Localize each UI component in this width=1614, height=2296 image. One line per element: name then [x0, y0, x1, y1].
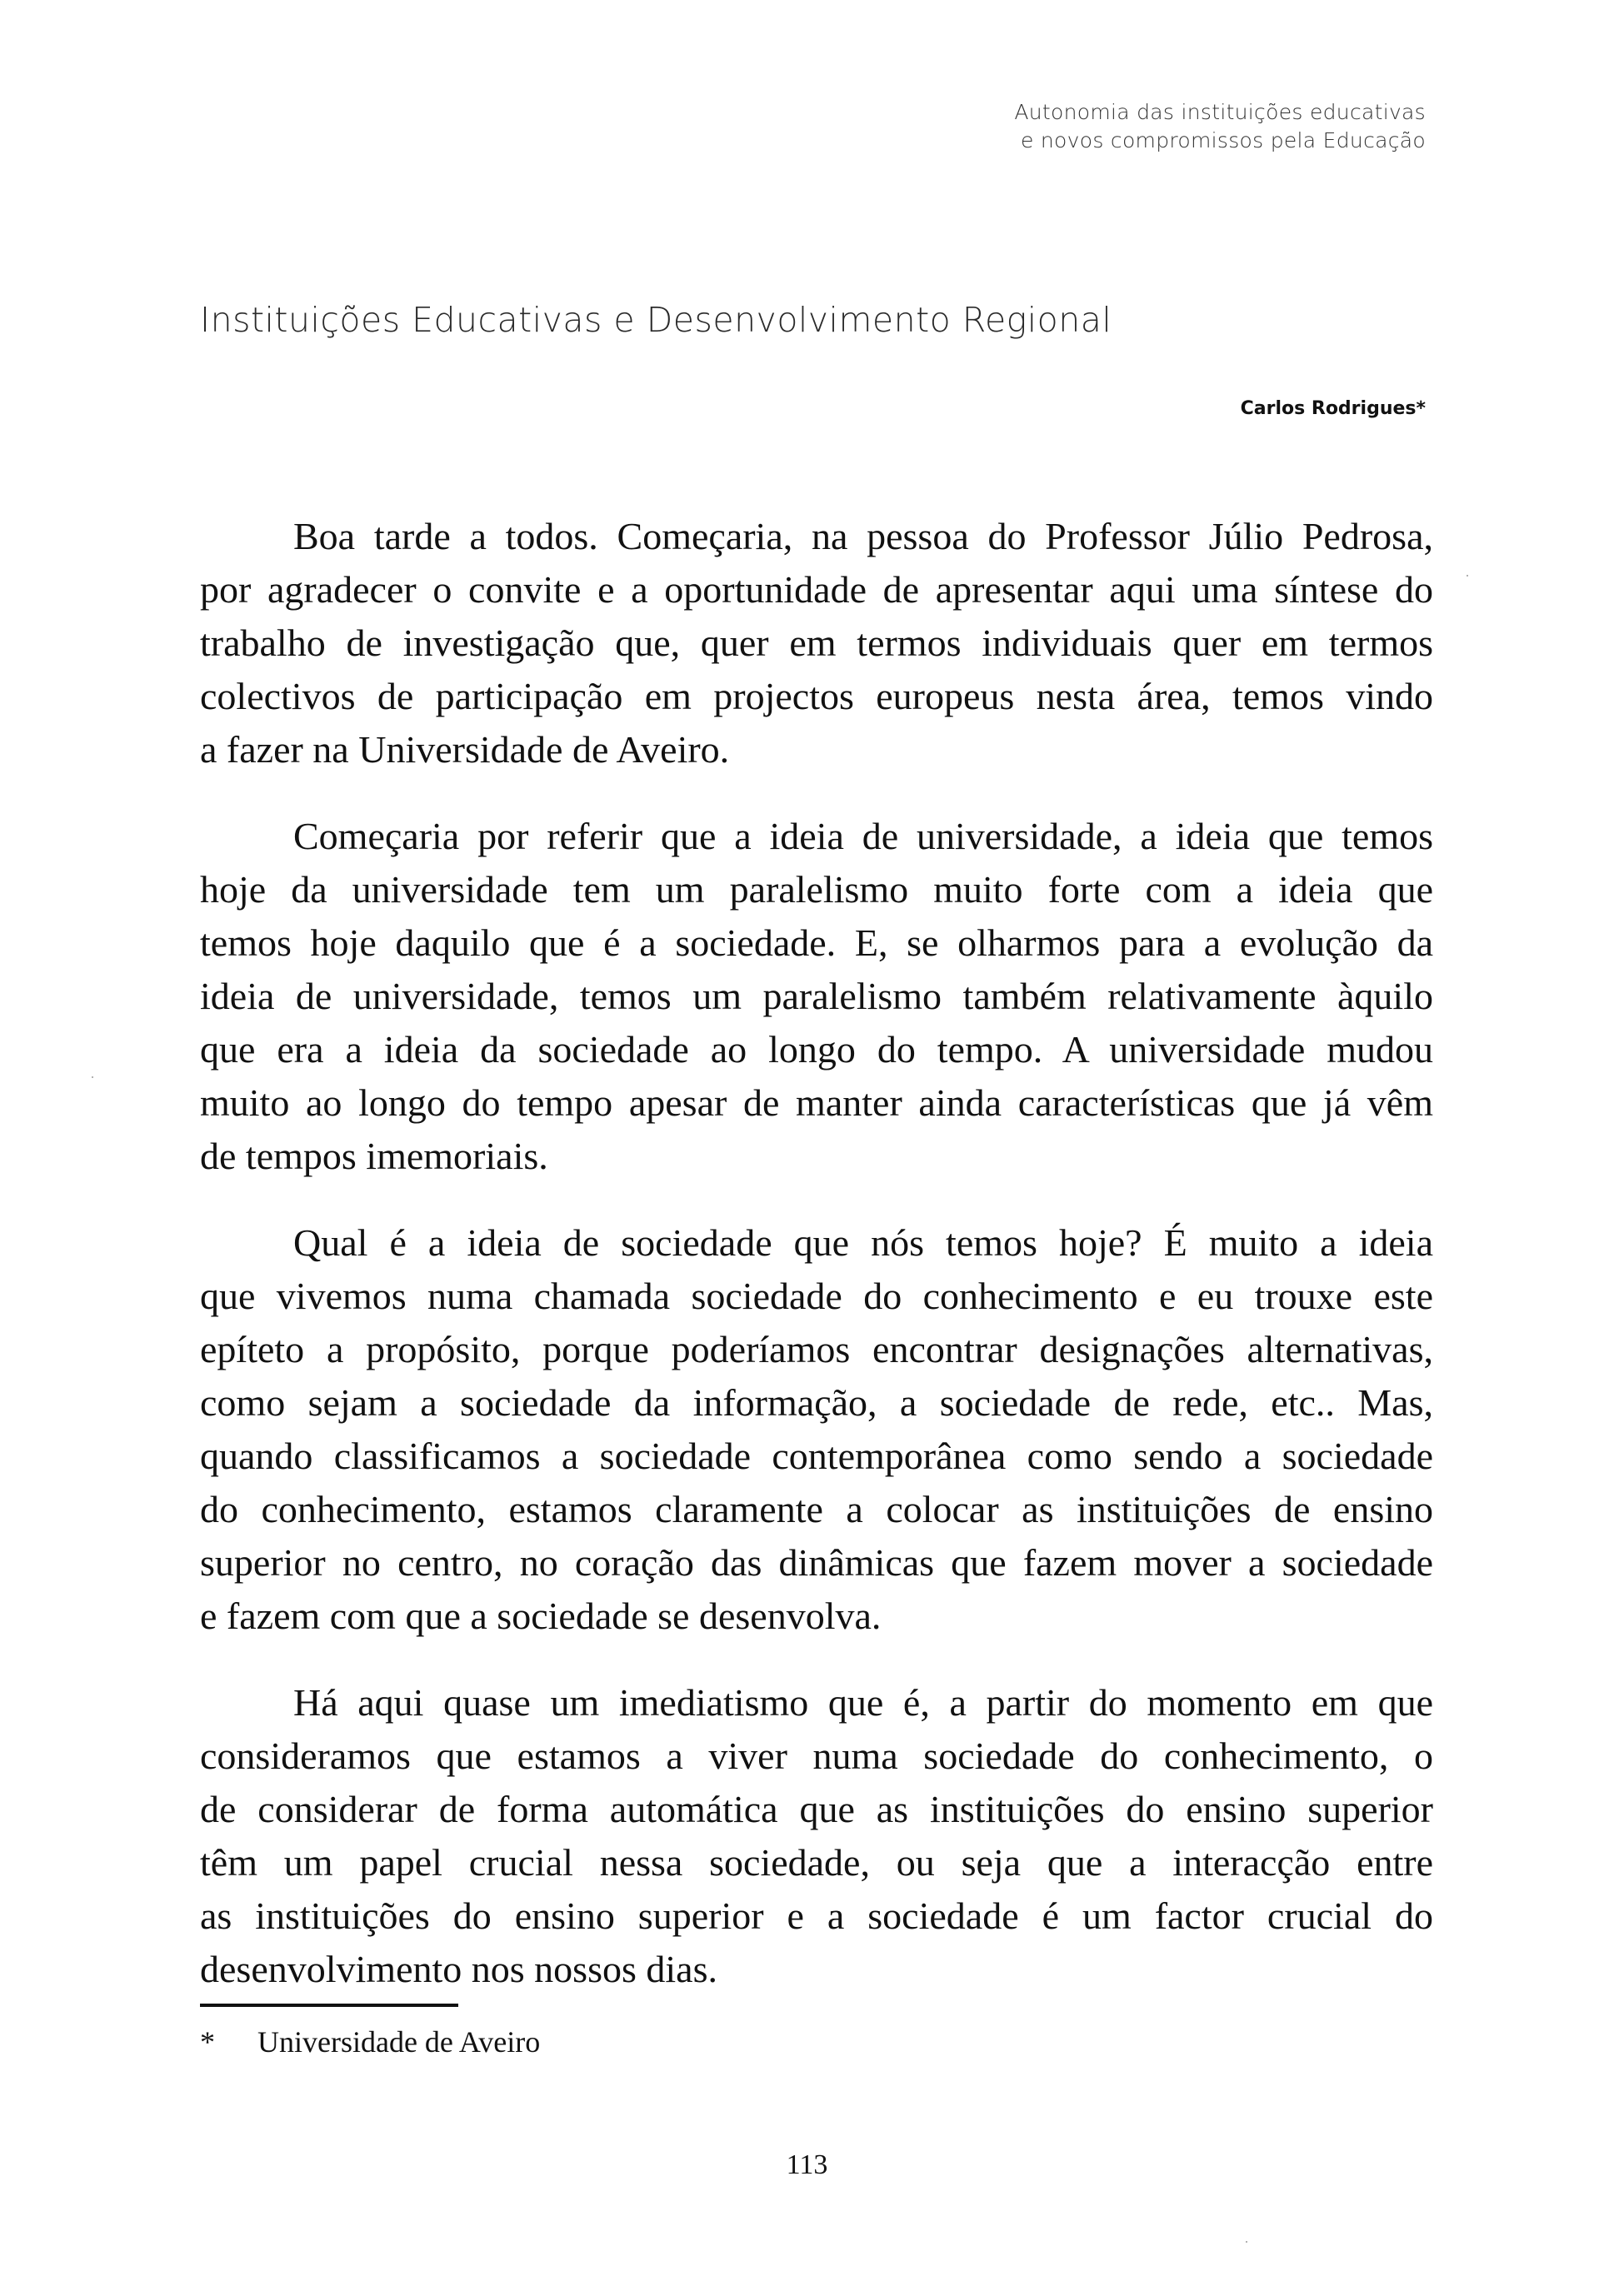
- paragraph-line: colectivos de participação em projectos europeus nesta área, temos vindo: [200, 675, 1433, 717]
- footnote: [200, 2024, 540, 2059]
- paragraph-line: as instituições do ensino superior e a sociedade é um factor crucial do: [200, 1894, 1433, 1937]
- running-header-line-1: Autonomia das instituições educativas: [1014, 100, 1426, 124]
- paragraph-line: por agradecer o convite e a oportunidade de apresentar aqui uma síntese do: [200, 568, 1433, 611]
- paragraph-1: [200, 510, 1433, 776]
- running-header-line-2: e novos compromissos pela Educação: [1020, 128, 1426, 152]
- paragraph-line: de considerar de forma automática que as instituições do ensino superior: [200, 1788, 1433, 1830]
- footnote-marker: *: [200, 2025, 215, 2059]
- paragraph-line: ideia de universidade, temos um paralelismo também relativamente àquilo: [200, 975, 1433, 1017]
- paragraph-line: consideramos que estamos a viver numa sociedade do conhecimento, o: [200, 1734, 1433, 1777]
- paragraph-line: como sejam a sociedade da informação, a sociedade de rede, etc.. Mas,: [200, 1381, 1433, 1424]
- scan-speck: [1467, 575, 1468, 576]
- paragraph-line: têm um papel crucial nessa sociedade, ou seja que a interacção entre: [200, 1841, 1433, 1884]
- paragraph-line: Boa tarde a todos. Começaria, na pessoa do Professor Júlio Pedrosa,: [293, 515, 1433, 557]
- paragraph-2: [200, 810, 1433, 1183]
- paragraph-line: que era a ideia da sociedade ao longo do tempo. A universidade mudou: [200, 1028, 1433, 1071]
- paragraph-3: [200, 1216, 1433, 1643]
- paragraph-line: trabalho de investigação que, quer em termos individuais quer em termos: [200, 621, 1433, 664]
- paragraph-line: muito ao longo do tempo apesar de manter ainda características que já vêm: [200, 1081, 1433, 1124]
- footnote-text: Universidade de Aveiro: [257, 2025, 541, 2059]
- paragraph-4: [200, 1676, 1433, 1996]
- paragraph-line: hoje da universidade tem um paralelismo muito forte com a ideia que: [200, 868, 1433, 911]
- article-title: Instituições Educativas e Desenvolvimento Regional: [200, 300, 1112, 340]
- paragraph-line: de tempos imemoriais.: [200, 1135, 548, 1177]
- author-name: Carlos Rodrigues*: [1240, 398, 1426, 419]
- paragraph-line: do conhecimento, estamos claramente a colocar as instituições de ensino: [200, 1488, 1433, 1530]
- scan-speck: [1246, 2241, 1247, 2243]
- paragraph-line: que vivemos numa chamada sociedade do conhecimento e eu trouxe este: [200, 1275, 1433, 1317]
- paragraph-line: e fazem com que a sociedade se desenvolva.: [200, 1595, 882, 1637]
- paragraph-line: desenvolvimento nos nossos dias.: [200, 1948, 717, 1990]
- paragraph-line: Começaria por referir que a ideia de universidade, a ideia que temos: [293, 815, 1433, 857]
- page-number: 113: [786, 2149, 828, 2180]
- paragraph-line: superior no centro, no coração das dinâmicas que fazem mover a sociedade: [200, 1541, 1433, 1584]
- paragraph-line: Qual é a ideia de sociedade que nós temos hoje? É muito a ideia: [293, 1221, 1433, 1264]
- paragraph-line: a fazer na Universidade de Aveiro.: [200, 728, 730, 771]
- running-header: [1014, 98, 1426, 155]
- paragraph-line: quando classificamos a sociedade contemporânea como sendo a sociedade: [200, 1435, 1433, 1477]
- scan-speck: [92, 1076, 93, 1078]
- article-body: [200, 510, 1433, 2029]
- paragraph-line: temos hoje daquilo que é a sociedade. E, se olharmos para a evolução da: [200, 921, 1433, 964]
- paragraph-line: Há aqui quase um imediatismo que é, a partir do momento em que: [293, 1681, 1433, 1724]
- paragraph-line: epíteto a propósito, porque poderíamos encontrar designações alternativas,: [200, 1328, 1433, 1370]
- footnote-divider: [200, 2004, 458, 2007]
